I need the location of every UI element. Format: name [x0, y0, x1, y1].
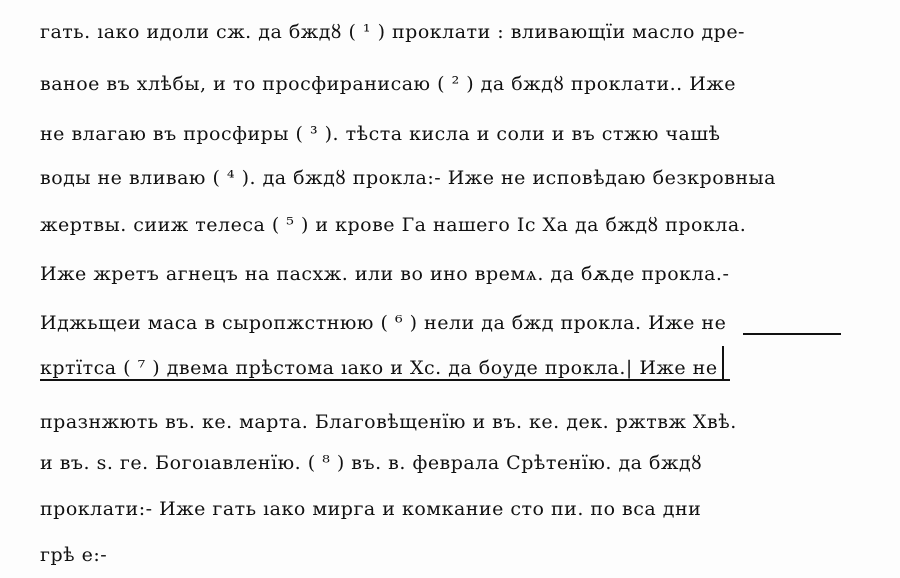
text-line: гать. ıако идоли сж. да бждȣ ( ¹ ) проклати : вливающїи масло дре-	[40, 21, 745, 43]
underline-mark	[743, 333, 841, 335]
end-bar-mark	[722, 346, 724, 380]
text-line: ваное въ хлѣбы, и то просфиранисаю ( ² ) да бждȣ проклати.. Иже	[40, 73, 737, 95]
underline-mark	[40, 379, 730, 381]
text-line: воды не вливаю ( ⁴ ). да бждȣ прокла:- Иже не исповѣдаю безкровныа	[40, 167, 776, 189]
text-line: жертвы. сииж телеса ( ⁵ ) и крове Га нашего Іс Ха да бждȣ прокла.	[40, 214, 747, 236]
text-line: не влагаю въ просфиры ( ³ ). тѣста кисла и соли и въ стжю чашѣ	[40, 123, 721, 145]
text-line: Иже жретъ агнецъ на пасхж. или во ино времѧ. да бѫде прокла.-	[40, 263, 730, 285]
text-line: грѣ е:-	[40, 544, 108, 566]
text-line: проклати:- Иже гать ıако мирга и комкание сто пи. по вса дни	[40, 498, 702, 520]
text-line: Иджьщеи маса в сыропжстнюю ( ⁶ ) нели да бжд проклa. Иже не	[40, 312, 727, 334]
text-line: кртїтса ( ⁷ ) двема прѣстома ıако и Хс. да боуде прокла.| Иже не	[40, 357, 718, 379]
text-line: празнжють въ. ке. марта. Благовѣщенїю и въ. ке. дек. ржтвж Хвѣ.	[40, 411, 737, 433]
text-line: и въ. ѕ. ге. Богоıавленїю. ( ⁸ ) въ. в. феврала Срѣтенїю. да бждȣ	[40, 452, 703, 474]
